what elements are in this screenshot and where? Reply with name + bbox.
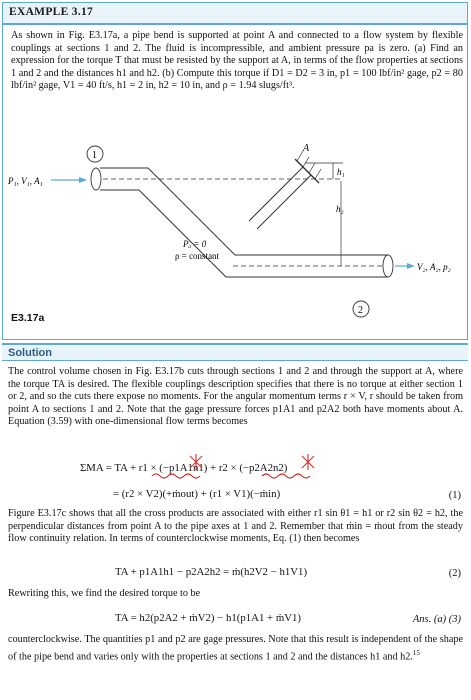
outlet-label: V₂, A₂, p₂	[417, 262, 451, 272]
pipe-wall-upper	[100, 168, 388, 255]
footnote-reference[interactable]: 15	[412, 648, 420, 657]
figure-e317a	[3, 137, 469, 337]
figure-caption: E3.17a	[11, 312, 45, 324]
answer-label: Ans. (a) (3)	[412, 614, 461, 625]
equation-1-line-2: = (r2 × V2)(+ṁout) + (r1 × V1)(−ṁin)	[113, 488, 281, 500]
solution-paragraph-1: The control volume chosen in Fig. E3.17b cuts through sections 1 and 2 and through the support at A, where the torque TA is desired. The flexible couplings description specifies that there is no torque at either section 1 or 2, and so the cuts there expose no moments. For the angular momentum terms r × V, r should be taken from point A to sections 1 and 2. Note that the gage pressure forces p1A1 and p2A2 both have moments about A. Equation (3.59) with one-dimensional flow terms becomes	[8, 366, 463, 428]
coupling-1	[91, 168, 101, 190]
equation-1-number: (1)	[448, 490, 461, 501]
equation-1-line-1: ΣMA = TA + r1 × (−p1A1n1) + r2 × (−p2A2n2)	[80, 462, 288, 474]
example-box	[2, 2, 468, 340]
inlet-arrowhead	[79, 177, 87, 183]
example-title: EXAMPLE 3.17	[9, 6, 94, 18]
example-header	[3, 3, 467, 25]
problem-statement: As shown in Fig. E3.17a, a pipe bend is supported at point A and connected to a flow system by flexible couplings at sections 1 and 2. The fluid is incompressible, and ambient pressure pa is zero. (a) Find an expression for the torque T that must be resisted by the support at A, in terms of the flow properties at sections 1 and 2 and the distances h1 and h2. (b) Compute this torque if D1 = D2 = 3 in, p1 = 100 lbf/in² gage, p2 = 80 lbf/in² gage, V1 = 40 ft/s, h1 = 2 in, h2 = 10 in, and ρ = 1.94 slugs/ft³.	[11, 30, 463, 92]
equation-3: TA = h2(p2A2 + ṁV2) − h1(p1A1 + ṁV1)	[115, 612, 302, 624]
solution-header	[2, 343, 468, 361]
annotation-marks	[150, 452, 350, 482]
solution-label: Solution	[8, 347, 52, 359]
equation-2-number: (2)	[448, 568, 461, 579]
h2-label: h₂	[336, 204, 344, 214]
solution-paragraph-3: Rewriting this, we find the desired torque to be	[8, 588, 201, 599]
support-arm-b	[257, 175, 311, 229]
equation-2: TA + p1A1h1 − p2A2h2 = ṁ(h2V2 − h1V1)	[115, 566, 308, 578]
section-1-number: 1	[92, 150, 97, 161]
section-2-number: 2	[358, 305, 363, 316]
pipe-bend-diagram	[3, 137, 469, 337]
paragraph-4-text: counterclockwise. The quantities p1 and p2 are gage pressures. Note that this result is independent of the shape of the pipe bend and varies only with the properties at sections 1 and 2 and the distances h1 and h2.	[8, 634, 463, 662]
point-a-label: A	[303, 143, 310, 154]
solution-paragraph-2: Figure E3.17c shows that all the cross products are associated with either r1 sin θ1 = h1 or r2 sin θ2 = h2, the perpendicular distances from point A to the pipe axes at 1 and 2. Remember that ṁin = ṁout from the steady flow continuity relation. In terms of counterclockwise moments, Eq. (1) then becomes	[8, 508, 463, 545]
support-arm-a	[249, 167, 303, 221]
pipe-wall-lower	[100, 190, 388, 277]
inlet-label: P₁, V₁, A₁	[8, 176, 43, 186]
rho-label: ρ = constant	[175, 251, 220, 261]
pa-label: Pₐ = 0	[183, 239, 207, 249]
coupling-2	[383, 255, 393, 277]
outlet-arrowhead	[407, 263, 415, 269]
solution-paragraph-4	[8, 634, 463, 664]
h1-label: h₁	[337, 167, 345, 177]
